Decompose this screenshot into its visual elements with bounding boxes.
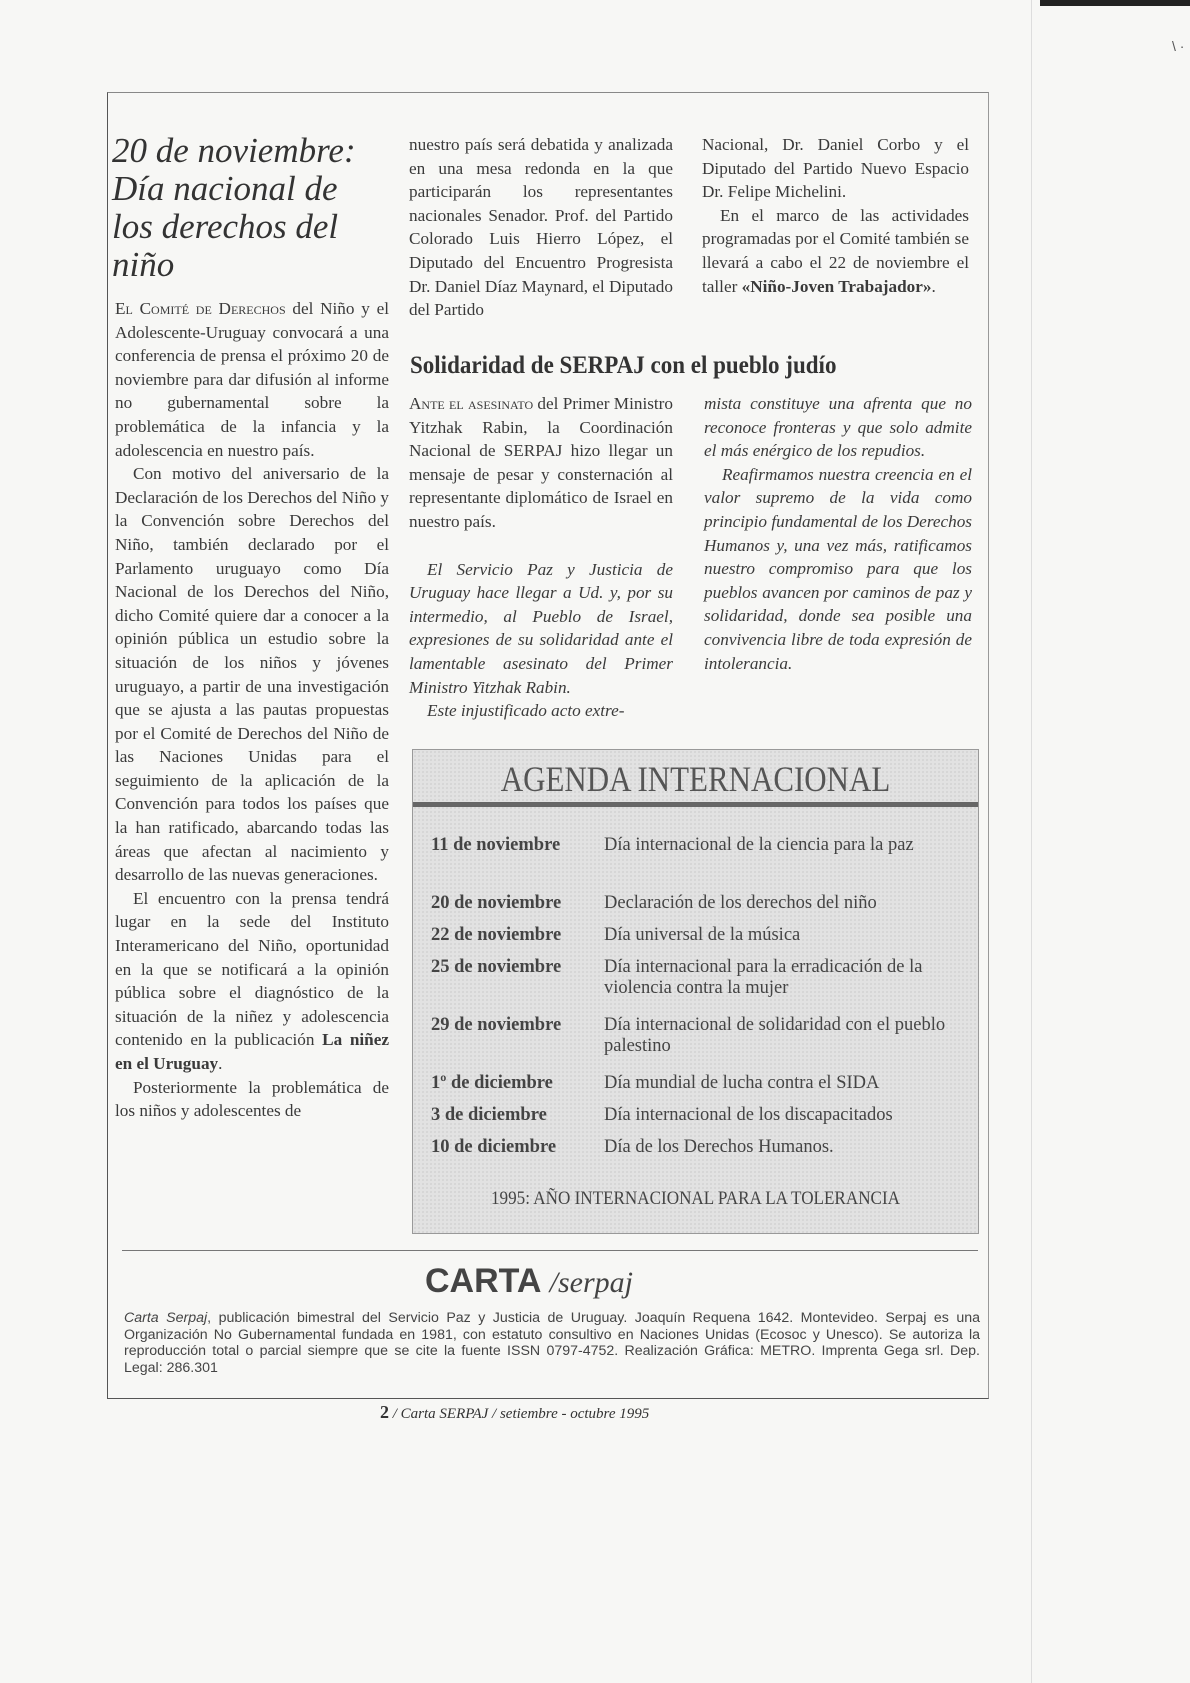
- paragraph: Nacional, Dr. Daniel Corbo y el Diputado del Partido Nuevo Espacio Dr. Felipe Michelini.: [702, 135, 969, 202]
- agenda-desc: Día universal de la música: [604, 925, 801, 945]
- article-column-2: [409, 133, 673, 322]
- paragraph: del Niño y el Adolescente-Uruguay convocará a una conferencia de prensa el próximo 20 de noviembre para dar difusión al informe no gubernamental sobre la problemática de la infancia y la adolescencia en nuestro país.: [115, 299, 389, 460]
- page-number: 2: [380, 1402, 389, 1422]
- agenda-desc: Día mundial de lucha contra el SIDA: [604, 1073, 880, 1093]
- agenda-date: 20 de noviembre: [431, 893, 562, 913]
- agenda-date: 1º de diciembre: [431, 1073, 553, 1093]
- quote-paragraph: Reafirmamos nuestra creencia en el valor supremo de la vida como principio fundamental de los Derechos Humanos y, una vez más, ratificamos nuestro compromiso para que los pueblos avancen por caminos de paz y solidaridad, donde sea posible una convivencia libre de toda expresión de intolerancia.: [704, 464, 972, 673]
- agenda-rule: [413, 802, 978, 807]
- solidaridad-column-2: [704, 392, 972, 675]
- agenda-date: 10 de diciembre: [431, 1137, 557, 1157]
- quote-paragraph: Este injustificado acto extre-: [427, 701, 625, 721]
- lead-in: Ante el asesinato: [409, 394, 534, 413]
- scan-corner: [1040, 0, 1190, 6]
- agenda-desc: Día internacional de solidaridad con el pueblo palestino: [604, 1015, 946, 1056]
- article-title: 20 de noviembre: Día nacional de los derechos del niño: [112, 131, 356, 284]
- agenda-date: 11 de noviembre: [431, 835, 561, 855]
- agenda-desc: Día internacional de los discapacitados: [604, 1105, 893, 1125]
- paragraph: Con motivo del aniversario de la Declaración de los Derechos del Niño y la Convención sobre Derechos del Niño, también declarado por el Parlamento uruguayo como Día Nacional de los Derechos del Niño, dicho Comité quiere dar a conocer a la opinión pública un estudio sobre la situación de los niños y jóvenes uruguayo, a partir de una investigación que se ajusta a las pautas propuestas por el Comité de Derechos del Niño de las Naciones Unidas para el seguimiento de la aplicación de la Convención para todos los países que la han ratificado, abarcando todas las áreas que afectan al nacimiento y desarrollo de las nuevas generaciones.: [115, 464, 389, 885]
- quote-paragraph: El Servicio Paz y Justicia de Uruguay hace llegar a Ud. y, por su intermedio, al Pueblo de Israel, expresiones de su solidaridad ante el lamentable asesinato del Primer Ministro Yitzhak Rabin.: [409, 559, 673, 697]
- page-footer: [380, 1402, 649, 1423]
- footer-text: / Carta SERPAJ / setiembre - octubre 1995: [392, 1406, 650, 1422]
- colophon-lead: Carta Serpaj: [124, 1310, 208, 1326]
- lead-in: El Comité de Derechos: [115, 299, 286, 318]
- solidaridad-title: Solidaridad de SERPAJ con el pueblo judío: [410, 352, 837, 379]
- agenda-date: 25 de noviembre: [431, 957, 562, 977]
- brand-logo: [425, 1262, 633, 1301]
- agenda-title: AGENDA INTERNACIONAL: [500, 759, 891, 799]
- brand-name: CARTA: [425, 1262, 541, 1300]
- solidaridad-column-1: [409, 392, 673, 723]
- agenda-desc: Declaración de los derechos del niño: [604, 893, 877, 913]
- workshop-name: «Niño-Joven Trabajador»: [741, 276, 932, 296]
- agenda-desc: Día internacional para la erradicación de la violencia contra la mujer: [604, 957, 923, 998]
- paragraph: Posteriormente la problemática de los niños y adolescentes de: [115, 1077, 389, 1121]
- agenda-desc: Día internacional de la ciencia para la paz: [604, 835, 914, 855]
- agenda-date: 22 de noviembre: [431, 925, 562, 945]
- agenda-footer: 1995: AÑO INTERNACIONAL PARA LA TOLERANCIA: [490, 1188, 900, 1209]
- agenda-desc: Día de los Derechos Humanos.: [604, 1137, 834, 1157]
- divider: [122, 1250, 978, 1251]
- paragraph: del Primer Ministro Yitzhak Rabin, la Coordinación Nacional de SERPAJ hizo llegar un mensaje de pesar y consternación al representante diplomático de Israel en nuestro país.: [409, 394, 674, 531]
- paragraph: El encuentro con la prensa tendrá lugar en la sede del Instituto Interamericano del Niño, oportunidad en la que se notificará a la opinión pública sobre el diagnóstico de la situación de la niñez y adolescencia contenido en la publicación: [115, 888, 389, 1050]
- punct: .: [218, 1054, 223, 1073]
- brand-sub: /serpaj: [549, 1266, 633, 1299]
- punct: .: [931, 276, 936, 296]
- page-edge: [1031, 0, 1032, 1683]
- article-column-3: [702, 133, 969, 298]
- paragraph: nuestro país será debatida y analizada en una mesa redonda en la que participarán los representantes nacionales Senador. Prof. del Partido Colorado Luis Hierro López, el Diputado del Encuentro Progresista Dr. Daniel Díaz Maynard, el Diputado del Partido: [409, 135, 673, 320]
- quote-paragraph: mista constituye una afrenta que no reconoce fronteras y que solo admite el más enérgico de los repudios.: [704, 394, 972, 461]
- margin-mark: \ ·: [1172, 38, 1185, 54]
- agenda-date: 3 de diciembre: [431, 1105, 547, 1125]
- article-column-1: [115, 297, 389, 1123]
- colophon-text: , publicación bimestral del Servicio Paz y Justicia de Uruguay. Joaquín Requena 1642. Montevideo. Serpaj es una Organización No Gubernamental fundada en 1981, con estatuto consultivo en Naciones Unidas (Ecosoc y Unesco). Se autoriza la reproducción total o parcial siempre que se cite la fuente ISSN 0797-4752. Realización Gráfica: METRO. Imprenta Gega srl. Dep. Legal: 286.301: [124, 1310, 980, 1376]
- agenda-date: 29 de noviembre: [431, 1015, 562, 1035]
- colophon: [124, 1310, 980, 1376]
- publication-name: La niñez en el Uruguay: [115, 1030, 389, 1073]
- paragraph: En el marco de las actividades programadas por el Comité también se llevará a cabo el 22 de noviembre el taller: [702, 205, 969, 296]
- agenda-box: [412, 749, 979, 1234]
